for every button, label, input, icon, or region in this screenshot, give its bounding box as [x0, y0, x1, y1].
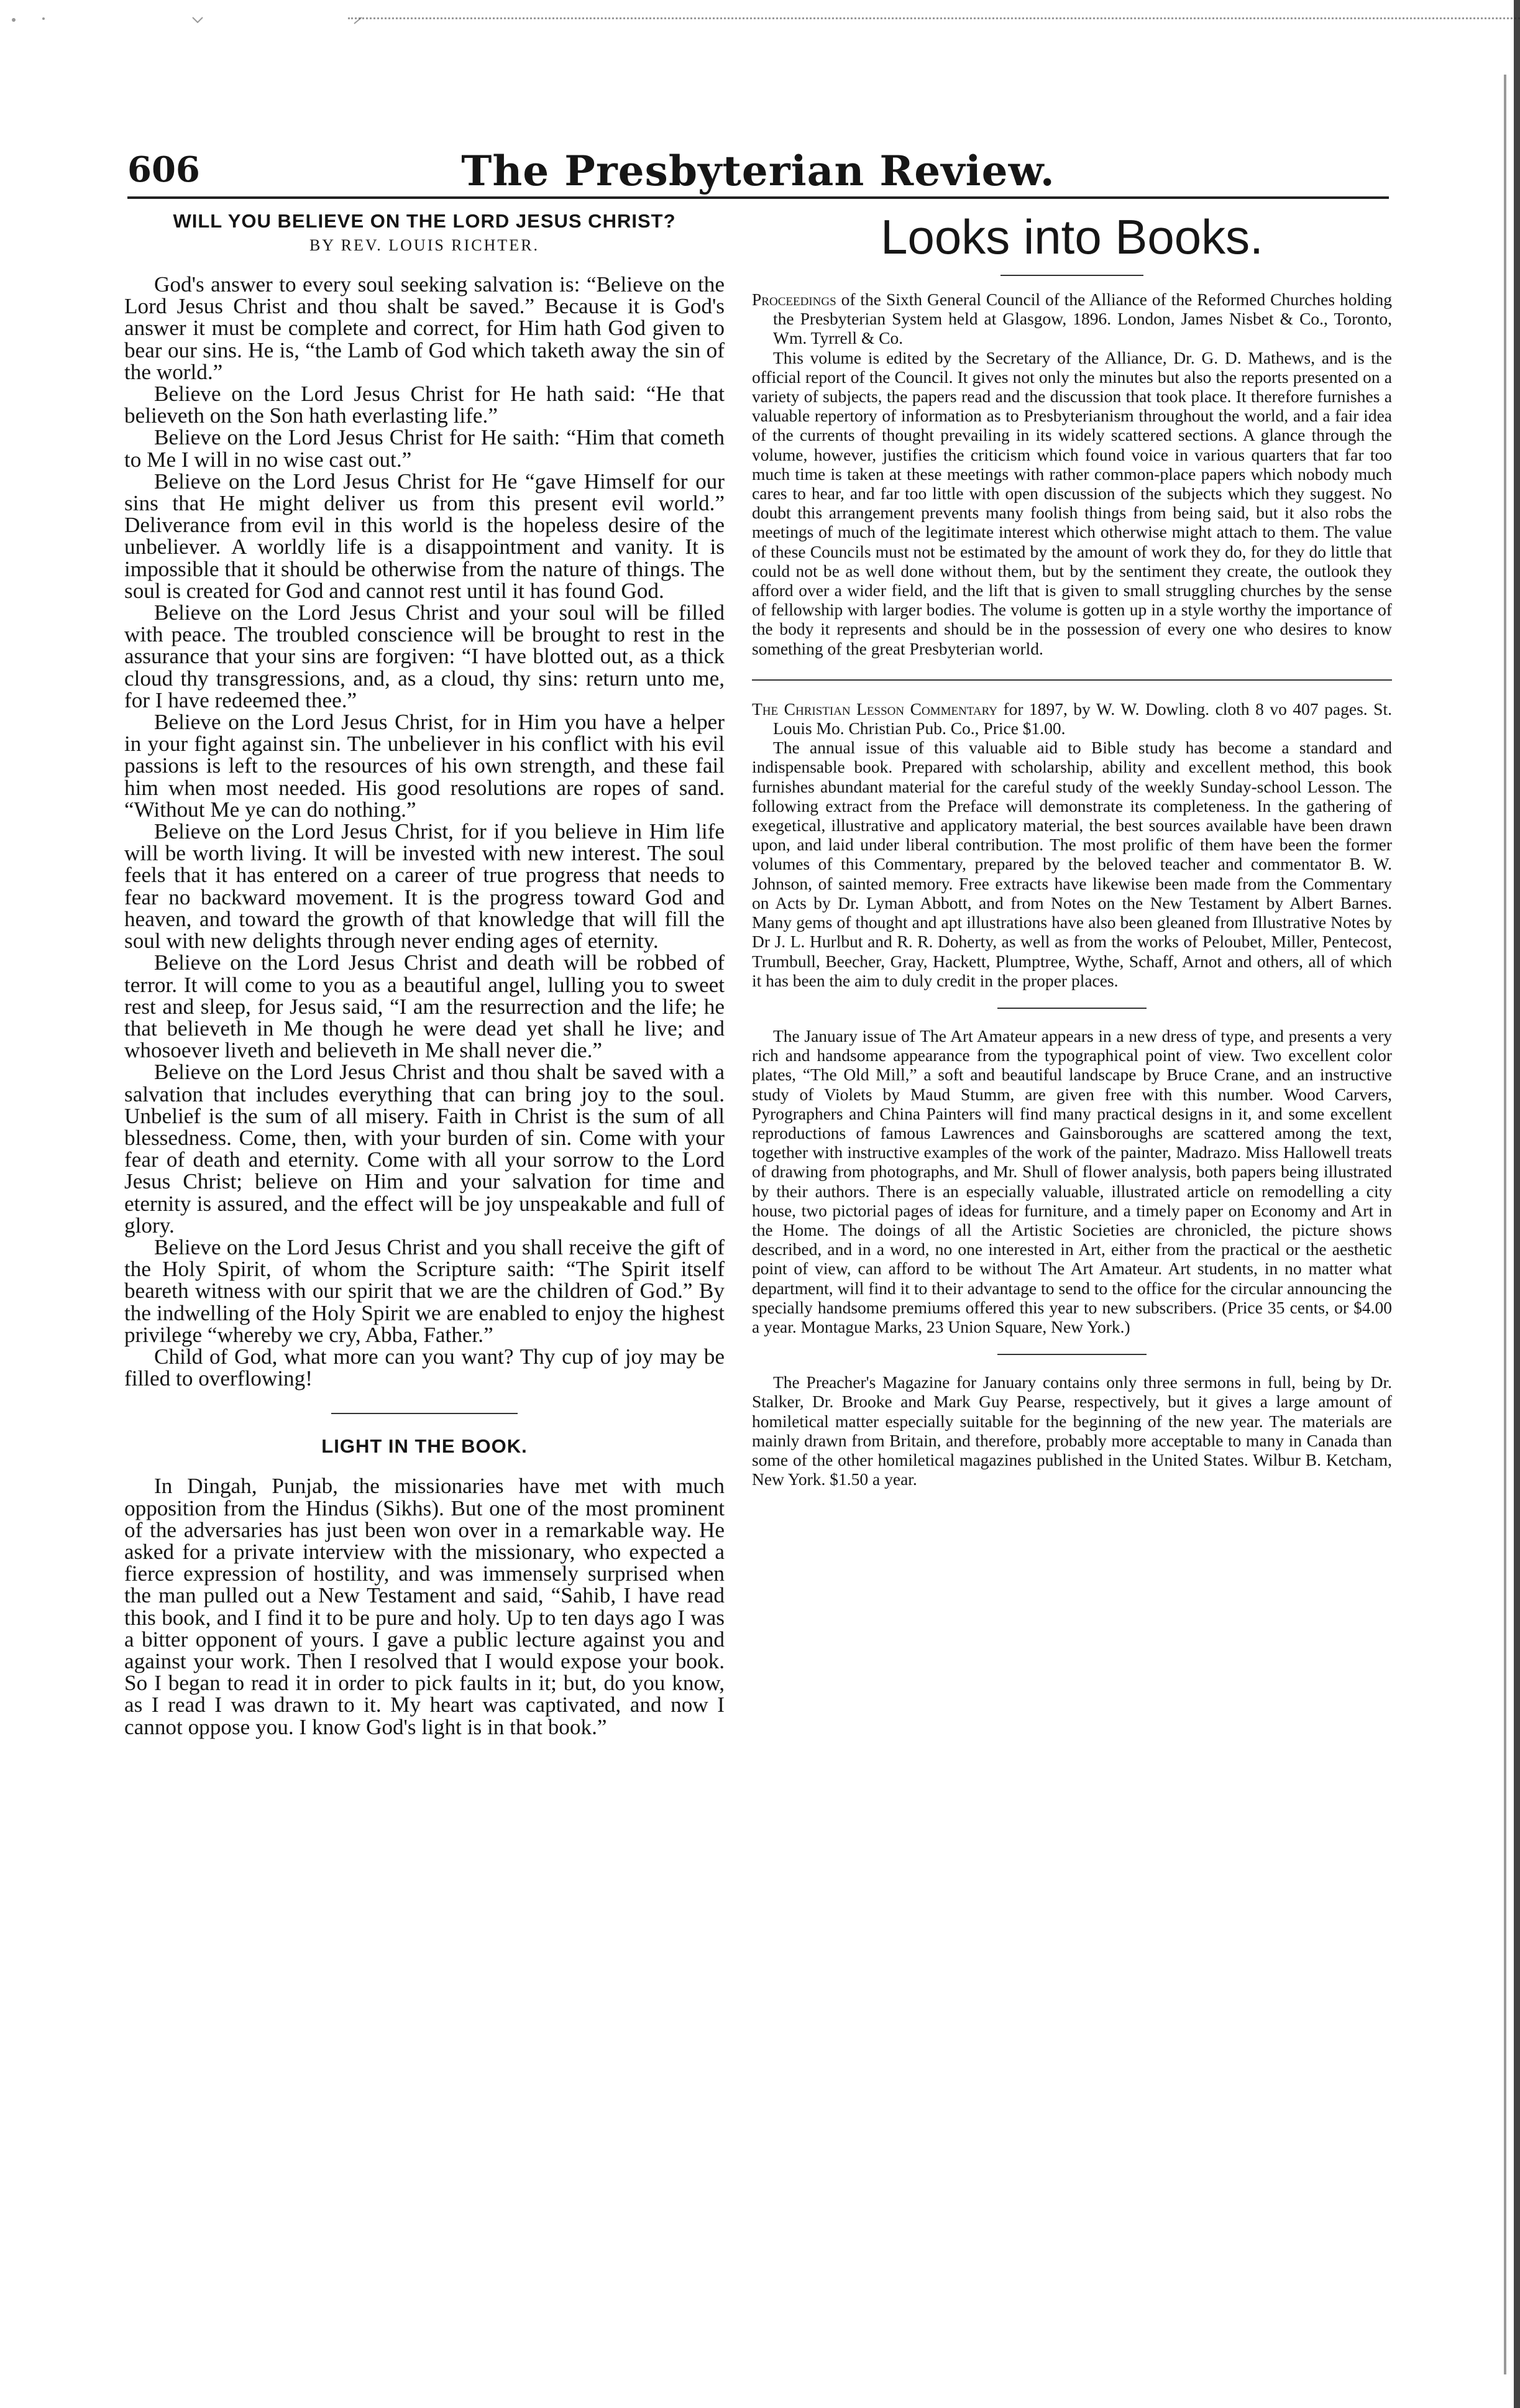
article-byline: BY REV. LOUIS RICHTER.: [309, 236, 540, 254]
article-paragraph: Believe on the Lord Jesus Christ and thou shalt be saved with a salvation that includes everything that can bring joy to the soul. Unbelief is the sum of all misery. Faith in Christ is the sum of all blessedness. Come, then, with your burden of sin. Come with your fear of death and eternity. Come with all your sorrow to the Lord Jesus Christ; believe on Him and your salvation for time and eternity is assured, and the effect will be joy unspeakable and full of glory.: [124, 1060, 725, 1238]
review-body: This volume is edited by the Secretary of the Alliance, Dr. G. D. Mathews, and is the official report of the Council. It gives not only the minutes but also the reports presented on a variety of subjects, the papers read and the discussion that took place. It therefore furnishes a valuable repertory of information as to Presbyterianism throughout the world, and a fair idea of the currents of thought prevailing in its widely scattered sections. A glance through the volume, however, justifies the criticism which found voice in various quarters that far too much time is taken at these meetings with rather common-place papers which nobody much cares to hear, and far too little with open discussion of the subjects which they suggest. No doubt this arrangement prevents many foolish things from being said, but it also robs the meetings of much of the legitimate interest which otherwise might attach to them. The value of these Councils must not be estimated by the amount of work they do, for they do little that could not be as well done without them, but by the sentiment they create, the outlook they afford over a wider field, and the lift that is given to small struggling churches by the sense of fellowship with larger bodies. The volume is gotten up in a style worthy the importance of the body it represents and should be in the possession of every one who desires to know something of the great Presbyterian world.: [752, 347, 1392, 658]
publication-title: The Presbyterian Review.: [461, 147, 1055, 195]
article-paragraph: Believe on the Lord Jesus Christ for He hath said: “He that believeth on the Son hath everlasting life.”: [124, 382, 725, 428]
page-number: 606: [127, 149, 200, 190]
review-heading: [752, 699, 1392, 738]
right-column: [752, 210, 1392, 1489]
scan-noise-top: [348, 17, 1520, 28]
article-paragraph: Believe on the Lord Jesus Christ for He “gave Himself for our sins that He might deliver us from this present evil world.” Deliverance from evil in this world is the hopeless desire of the unbeliever. A worldly life is a disappointment and vanity. It is impossible that it should be otherwise from the nature of things. The soul is created for God and cannot rest until it has found God.: [124, 469, 725, 603]
article-paragraph: Child of God, what more can you want? Thy cup of joy may be filled to overflowing!: [124, 1344, 725, 1391]
review-divider: [752, 679, 1392, 681]
article-paragraph: Believe on the Lord Jesus Christ, for in Him you have a helper in your fight against sin. The unbeliever in his conflict with his evil passions is left to the resources of his own strength, and these fail him when most needed. His good resolutions are ropes of sand. “Without Me ye can do nothing.”: [124, 710, 725, 822]
scan-specks: [6, 14, 391, 26]
review-body: The January issue of The Art Amateur appears in a new dress of type, and presents a very rich and handsome appearance from the typographical point of view. Two excellent color plates, “The Old Mill,” a soft and beautiful landscape by Bruce Crane, and an instructive study of Violets by Maud Stumm, are given free with this number. Wood Carvers, Pyrographers and China Painters will find many practical designs in it, and some excellent reproductions of famous Lawrences and Gainsboroughs are scattered among the text, together with instructive examples of the work of the painter, Madrazo. Miss Hallowell treats of drawing from photographs, and Mr. Shull of flower analysis, both papers being illustrated by their authors. There is an especially valuable, illustrated article on remodelling a city house, two pictorial pages of ideas for furniture, and a timely paper on Economy and Art in the Home. The doings of all the Artistic Societies are chronicled, the picture shows described, and in a word, no one interested in Art, either from the practical or the aesthetic point of view, can afford to be without The Art Amateur. Art students, in no matter what department, will find it to their advantage to send to the office for the circular announcing the specially handsome premiums offered this year to new subscribers. (Price 35 cents, or $4.00 a year. Montague Marks, 23 Union Square, New York.): [752, 1026, 1392, 1336]
review-divider: [997, 1354, 1147, 1355]
article-paragraph: In Dingah, Punjab, the missionaries have met with much opposition from the Hindus (Sikhs). But one of the most prominent of the adversaries has just been won over in a remarkable way. He asked for a private interview with the missionary, who expected a fierce expression of hostility, and was immensely surprised when the man pulled out a New Testament and said, “Sahib, I have read this book, and I find it to be pure and holy. Up to ten days ago I was a bitter opponent of yours. I gave a public lecture against you and against your work. Then I resolved that I would expose your book. So I began to read it in order to pick faults in it; but, do you know, as I read I was drawn to it. My heart was captivated, and now I cannot oppose you. I know God's light is in that book.”: [124, 1474, 725, 1739]
article-title: WILL YOU BELIEVE ON THE LORD JESUS CHRIST?: [173, 210, 676, 232]
section-divider: [331, 1413, 518, 1414]
article-paragraph: Believe on the Lord Jesus Christ and death will be robbed of terror. It will come to you as a beautiful angel, lulling you to sweet rest and sleep, for Jesus said, “I am the resurrection and the life; he that believeth in Me though he were dead yet shall he live; and whosoever liveth and believeth in Me shall never die.”: [124, 950, 725, 1063]
article-title: LIGHT IN THE BOOK.: [321, 1435, 528, 1458]
section-divider: [1000, 275, 1143, 276]
page-header: [127, 147, 1389, 199]
article-paragraph: God's answer to every soul seeking salvation is: “Believe on the Lord Jesus Christ and thou shalt be saved.” Because it is God's answer it must be complete and correct, for Him hath God given to bear our sins. He is, “the Lamb of God which taketh away the sin of the world.”: [124, 272, 725, 384]
review-heading-lead: The Christian Lesson Commentary: [752, 699, 997, 719]
review-heading-rest: for 1897, by W. W. Dowling. cloth 8 vo 407 pages. St. Louis Mo. Christian Pub. Co., Price $1.00.: [773, 699, 1392, 738]
left-column: [124, 210, 725, 1738]
review-divider: [997, 1008, 1147, 1009]
article-body: [124, 273, 725, 1389]
article-paragraph: Believe on the Lord Jesus Christ for He saith: “Him that cometh to Me I will in no wise cast out.”: [124, 425, 725, 472]
review-heading-rest: of the Sixth General Council of the Alliance of the Reformed Churches holding the Presbyterian System held at Glasgow, 1896. London, James Nisbet & Co., Toronto, Wm. Tyrrell & Co.: [773, 290, 1392, 348]
article-paragraph: Believe on the Lord Jesus Christ and your soul will be filled with peace. The troubled conscience will be brought to rest in the assurance that your sins are forgiven: “I have blotted out, as a thick cloud thy transgressions, and, as a cloud, thy sins: return unto me, for I have redeemed thee.”: [124, 600, 725, 712]
review-heading: [752, 290, 1392, 348]
article-paragraph: Believe on the Lord Jesus Christ and you shall receive the gift of the Holy Spirit, of whom the Scripture saith: “The Spirit itself beareth witness with our spirit that we are the children of God.” By the indwelling of the Holy Spirit we are enabled to enjoy the highest privilege “whereby we cry, Abba, Father.”: [124, 1234, 725, 1347]
review-heading-lead: Proceedings: [752, 290, 836, 309]
review-body: The Preacher's Magazine for January contains only three sermons in full, being by Dr. Stalker, Dr. Brooke and Mark Guy Pearse, respectively, but it gives a large amount of homiletical matter especially suitable for the beginning of the new year. The materials are mainly drawn from Britain, and therefore, probably more acceptable to many in Canada than some of the other homiletical magazines published in the United States. Wilbur B. Ketcham, New York. $1.50 a year.: [752, 1372, 1392, 1489]
scan-edge: [1514, 0, 1520, 2408]
article-paragraph: Believe on the Lord Jesus Christ, for if you believe in Him life will be worth living. It will be invested with new interest. The soul feels that it has entered on a career of true progress that needs to fear no backward movement. It is the progress toward God and heaven, and toward the growth of that knowledge that will fill the soul with new delights through never ending ages of eternity.: [124, 819, 725, 954]
scan-edge-line: [1504, 75, 1506, 2374]
review-body: The annual issue of this valuable aid to Bible study has become a standard and indispensable book. Prepared with scholarship, ability and excellent method, this book furnishes abundant material for the careful study of the weekly Sunday-school Lesson. The following extract from the Preface will demonstrate its completeness. In the gathering of exegetical, illustrative and applicatory material, the best sources available have been drawn upon, and laid under liberal contribution. The most prolific of them have been the former volumes of this Commentary, prepared by the beloved teacher and commentator B. W. Johnson, of sainted memory. Free extracts have likewise been made from the Commentary on Acts by Dr. Lyman Abbott, and from Notes on the New Testament by Albert Barnes. Many gems of thought and apt illustrations have also been gleaned from Illustrative Notes by Dr J. L. Hurlbut and R. R. Doherty, as well as from the works of Peloubet, Miller, Pentecost, Trumbull, Beecher, Gray, Hackett, Plumptree, Wythe, Schaff, Arnot and others, all of which it has been the aim to duly credit in the proper places.: [752, 738, 1392, 990]
section-title: Looks into Books.: [881, 209, 1263, 264]
